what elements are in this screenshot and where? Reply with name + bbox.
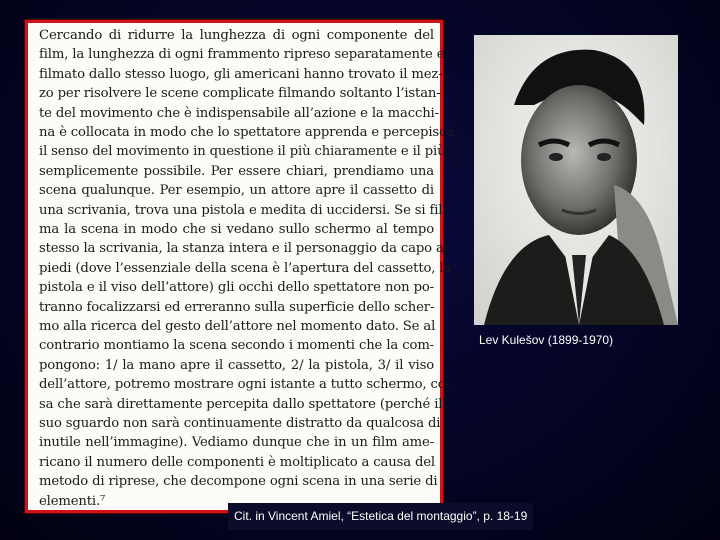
quote-line: semplicemente possibile. Per essere chiari, prendiamo una xyxy=(39,163,434,179)
quote-line: zo per risolvere le scene complicate filmando soltanto l’istan- xyxy=(39,86,441,102)
portrait-image xyxy=(474,35,678,325)
quote-line: te del movimento che è indispensabile all’azione e la macchi- xyxy=(39,105,439,121)
quote-line: pistola e il viso dell’attore) gli occhi dello spettatore non po- xyxy=(39,280,434,296)
quote-line: piedi (dove l’essenziale della scena è l’apertura del cassetto, la xyxy=(39,260,452,276)
quote-line: stesso la scrivania, la stanza intera e il personaggio da capo a xyxy=(39,241,444,257)
quote-line: ma la scena in modo che si vedano sullo schermo al tempo xyxy=(39,222,434,237)
quote-line: Cercando di ridurre la lunghezza di ogni componente del xyxy=(39,28,434,43)
portrait-caption: Lev Kulešov (1899-1970) xyxy=(479,333,614,347)
quote-line: il senso del movimento in questione il più chiaramente e il più xyxy=(39,144,446,160)
quote-text-box xyxy=(25,20,454,513)
quote-line: dell’attore, potremo mostrare ogni istante a tutto schermo, co- xyxy=(39,377,450,393)
quote-line: ricano il numero delle componenti è moltiplicato a causa del xyxy=(39,454,435,470)
quote-line: metodo di riprese, che decompone ogni scena in una serie di xyxy=(39,474,438,490)
portrait-photo xyxy=(474,35,678,325)
quote-line: elementi.⁷ xyxy=(39,493,106,509)
quote-line: na è collocata in modo che lo spettatore apprenda e percepisca xyxy=(39,125,454,140)
quote-line: sa che sarà direttamente percepita dallo spettatore (perché il xyxy=(39,396,443,412)
quote-line: filmato dallo stesso luogo, gli americani hanno trovato il mez- xyxy=(39,66,443,82)
quote-line: mo alla ricerca del gesto dell’attore nel momento dato. Se al xyxy=(39,319,436,334)
quote-line: pongono: 1/ la mano apre il cassetto, 2/ la pistola, 3/ il viso xyxy=(39,357,434,373)
quote-line: inutile nell’immagine). Vediamo dunque che in un film ame- xyxy=(39,435,434,451)
quote-line: scena qualunque. Per esempio, un attore apre il cassetto di xyxy=(39,183,434,199)
quote-line: tranno focalizzarsi ed erreranno sulla superficie dello scher- xyxy=(39,299,435,315)
quote-line: contrario montiamo la scena secondo i momenti che la com- xyxy=(39,338,434,354)
quote-line: film, la lunghezza di ogni frammento ripreso separatamente e xyxy=(39,47,445,63)
citation: Cit. in Vincent Amiel, “Estetica del montaggio”, p. 18-19 xyxy=(228,503,533,530)
quote-line: una scrivania, trova una pistola e medita di uccidersi. Se si fil- xyxy=(39,202,447,218)
quote-line: suo sguardo non sarà continuamente distratto da qualcosa di xyxy=(39,416,441,431)
